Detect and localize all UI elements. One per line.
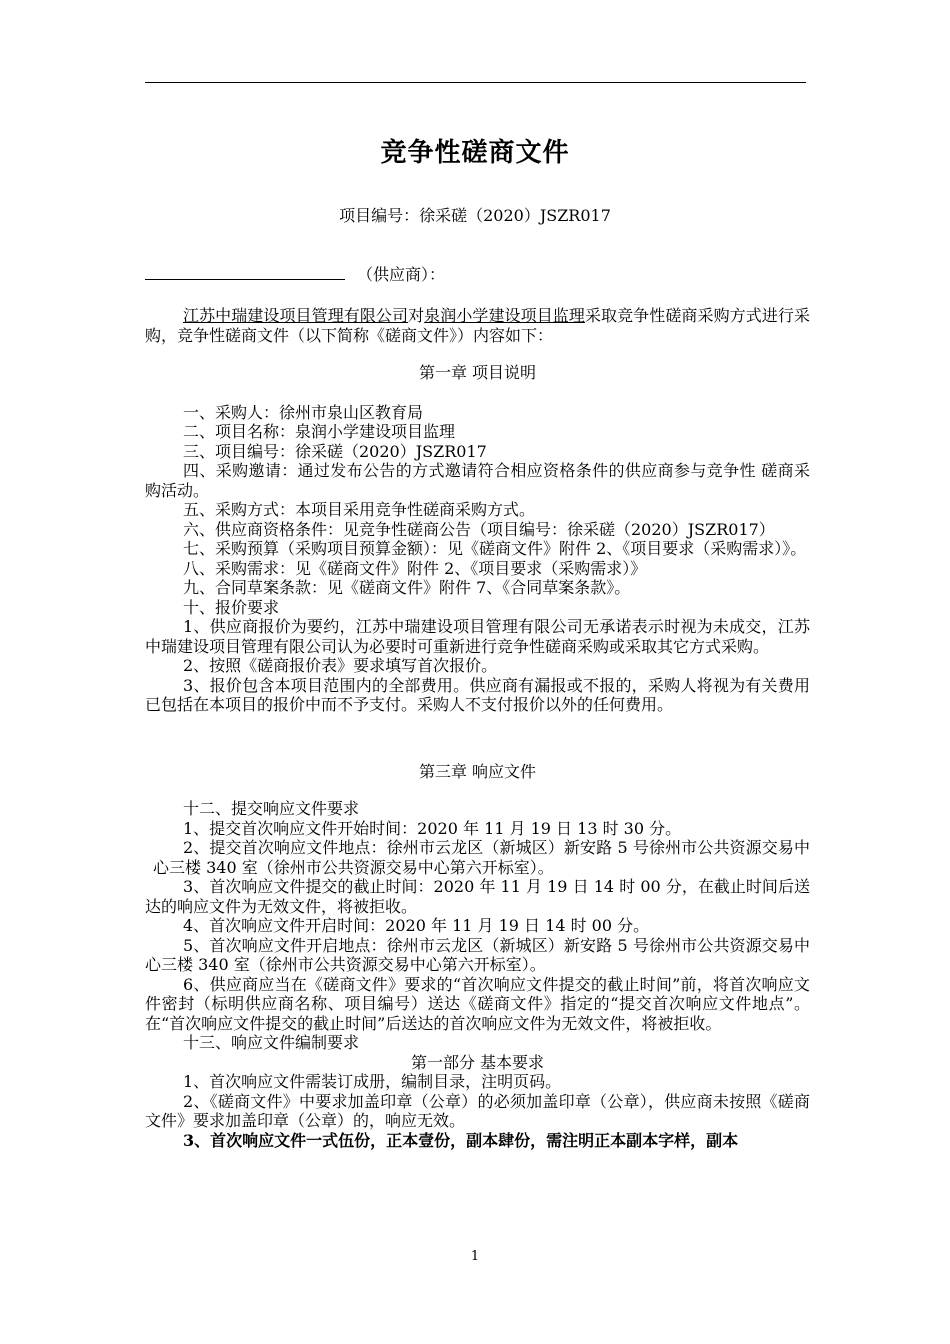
spacer: [145, 715, 810, 753]
header-rule: [145, 82, 806, 83]
item-1-5: 五、采购方式：本项目采用竞争性磋商采购方式。: [183, 500, 536, 519]
item-1-4: 四、采购邀请：通过发布公告的方式邀请符合相应资格条件的供应商参与竞争性 磋商采购活动。: [145, 461, 810, 500]
intro-paragraph: [145, 306, 810, 345]
item-1-6: 六、供应商资格条件：见竞争性磋商公告（项目编号：徐采磋（2020）JSZR017）: [183, 519, 775, 539]
item-1-3: 三、项目编号：徐采磋（2020）JSZR017: [183, 441, 487, 461]
item-1-8: 八、采购需求：见《磋商文件》附件 2、《项目要求（采购需求）》: [183, 558, 647, 578]
item-1-11: 1、供应商报价为要约，江苏中瑞建设项目管理有限公司无承诺表示时视为未成交，江苏中瑞建设项目管理有限公司认为必要时可重新进行竞争性磋商采购或采取其它方式采购。: [145, 617, 810, 656]
project-name: 泉润小学建设项目监理: [424, 306, 585, 325]
chapter-3-heading: 第三章 响应文件: [418, 761, 537, 781]
item-1-1: 一、采购人：徐州市泉山区教育局: [183, 402, 424, 422]
item-3-5: 4、首次响应文件开启时间：2020 年 11 月 19 日 14 时 00 分。: [183, 916, 650, 935]
item-p1-3: 3、首次响应文件一式伍份，正本壹份，副本肆份，需注明正本副本字样，副本: [183, 1130, 739, 1150]
item-3-7: 6、供应商应当在《磋商文件》要求的“首次响应文件提交的截止时间”前，将首次响应文件密封（标明供应商名称、项目编号）送达《磋商文件》指定的“提交首次响应文件地点”。 在“首次响应文件提交的截止时间”后送达的首次响应文件为无效文件，将被拒收。: [145, 974, 810, 1033]
item-p1-2: 2、《磋商文件》中要求加盖印章（公章）的必须加盖印章（公章），供应商未按照《磋商文件》要求加盖印章（公章）的，响应无效。: [145, 1091, 810, 1130]
item-p1-1: 1、首次响应文件需装订成册，编制目录，注明页码。: [183, 1072, 562, 1091]
item-3-4: 3、首次响应文件提交的截止时间：2020 年 11 月 19 日 14 时 00 分，在截止时间后送达的响应文件为无效文件，将被拒收。: [145, 877, 810, 916]
chapter-1-heading: 第一章 项目说明: [418, 363, 537, 382]
page-number: 1: [470, 1249, 480, 1264]
document-body: [145, 306, 810, 1150]
item-3-2: 1、提交首次响应文件开始时间：2020 年 11 月 19 日 13 时 30 分。: [183, 818, 682, 838]
item-1-12: 2、按照《磋商报价表》要求填写首次报价。: [183, 656, 498, 675]
item-3-3: 2、提交首次响应文件地点：徐州市云龙区（新城区）新安路 5 号徐州市公共资源交易中心三楼 340 室（徐州市公共资源交易中心第六开标室）。: [153, 838, 810, 877]
item-3-6: 5、首次响应文件开启地点：徐州市云龙区（新城区）新安路 5 号徐州市公共资源交易中心三楼 340 室（徐州市公共资源交易中心第六开标室）。: [145, 935, 810, 974]
intro-rest: 采取竞争性磋商采购方式进行采购，竞争性磋商文件（以下简称《磋商文件》）内容如下：: [145, 306, 810, 345]
item-1-10: 十、报价要求: [183, 597, 280, 617]
item-1-13: 3、报价包含本项目范围内的全部费用。供应商有漏报或不报的，采购人将视为有关费用已包括在本项目的报价中而不予支付。采购人不支付报价以外的任何费用。: [145, 675, 810, 714]
item-1-9: 九、合同草案条款：见《磋商文件》附件 7、《合同草案条款》。: [183, 578, 631, 597]
document-title: 竞争性磋商文件: [380, 138, 570, 168]
item-1-7: 七、采购预算（采购项目预算金额）：见《磋商文件》附件 2、《项目要求（采购需求）》。: [183, 539, 807, 558]
intro-connector: 对: [408, 306, 425, 325]
supplier-label: （供应商）：: [357, 265, 446, 284]
supplier-blank: [145, 265, 345, 280]
item-3-1: 十二、提交响应文件要求: [183, 799, 360, 818]
supplier-line: [145, 262, 445, 285]
part-1-heading: 第一部分 基本要求: [410, 1052, 545, 1072]
agency-name: 江苏中瑞建设项目管理有限公司: [183, 306, 409, 325]
item-3-8: 十三、响应文件编制要求: [183, 1033, 360, 1052]
project-number: 项目编号：徐采磋（2020）JSZR017: [339, 206, 611, 225]
item-1-2: 二、项目名称：泉润小学建设项目监理: [183, 422, 456, 441]
